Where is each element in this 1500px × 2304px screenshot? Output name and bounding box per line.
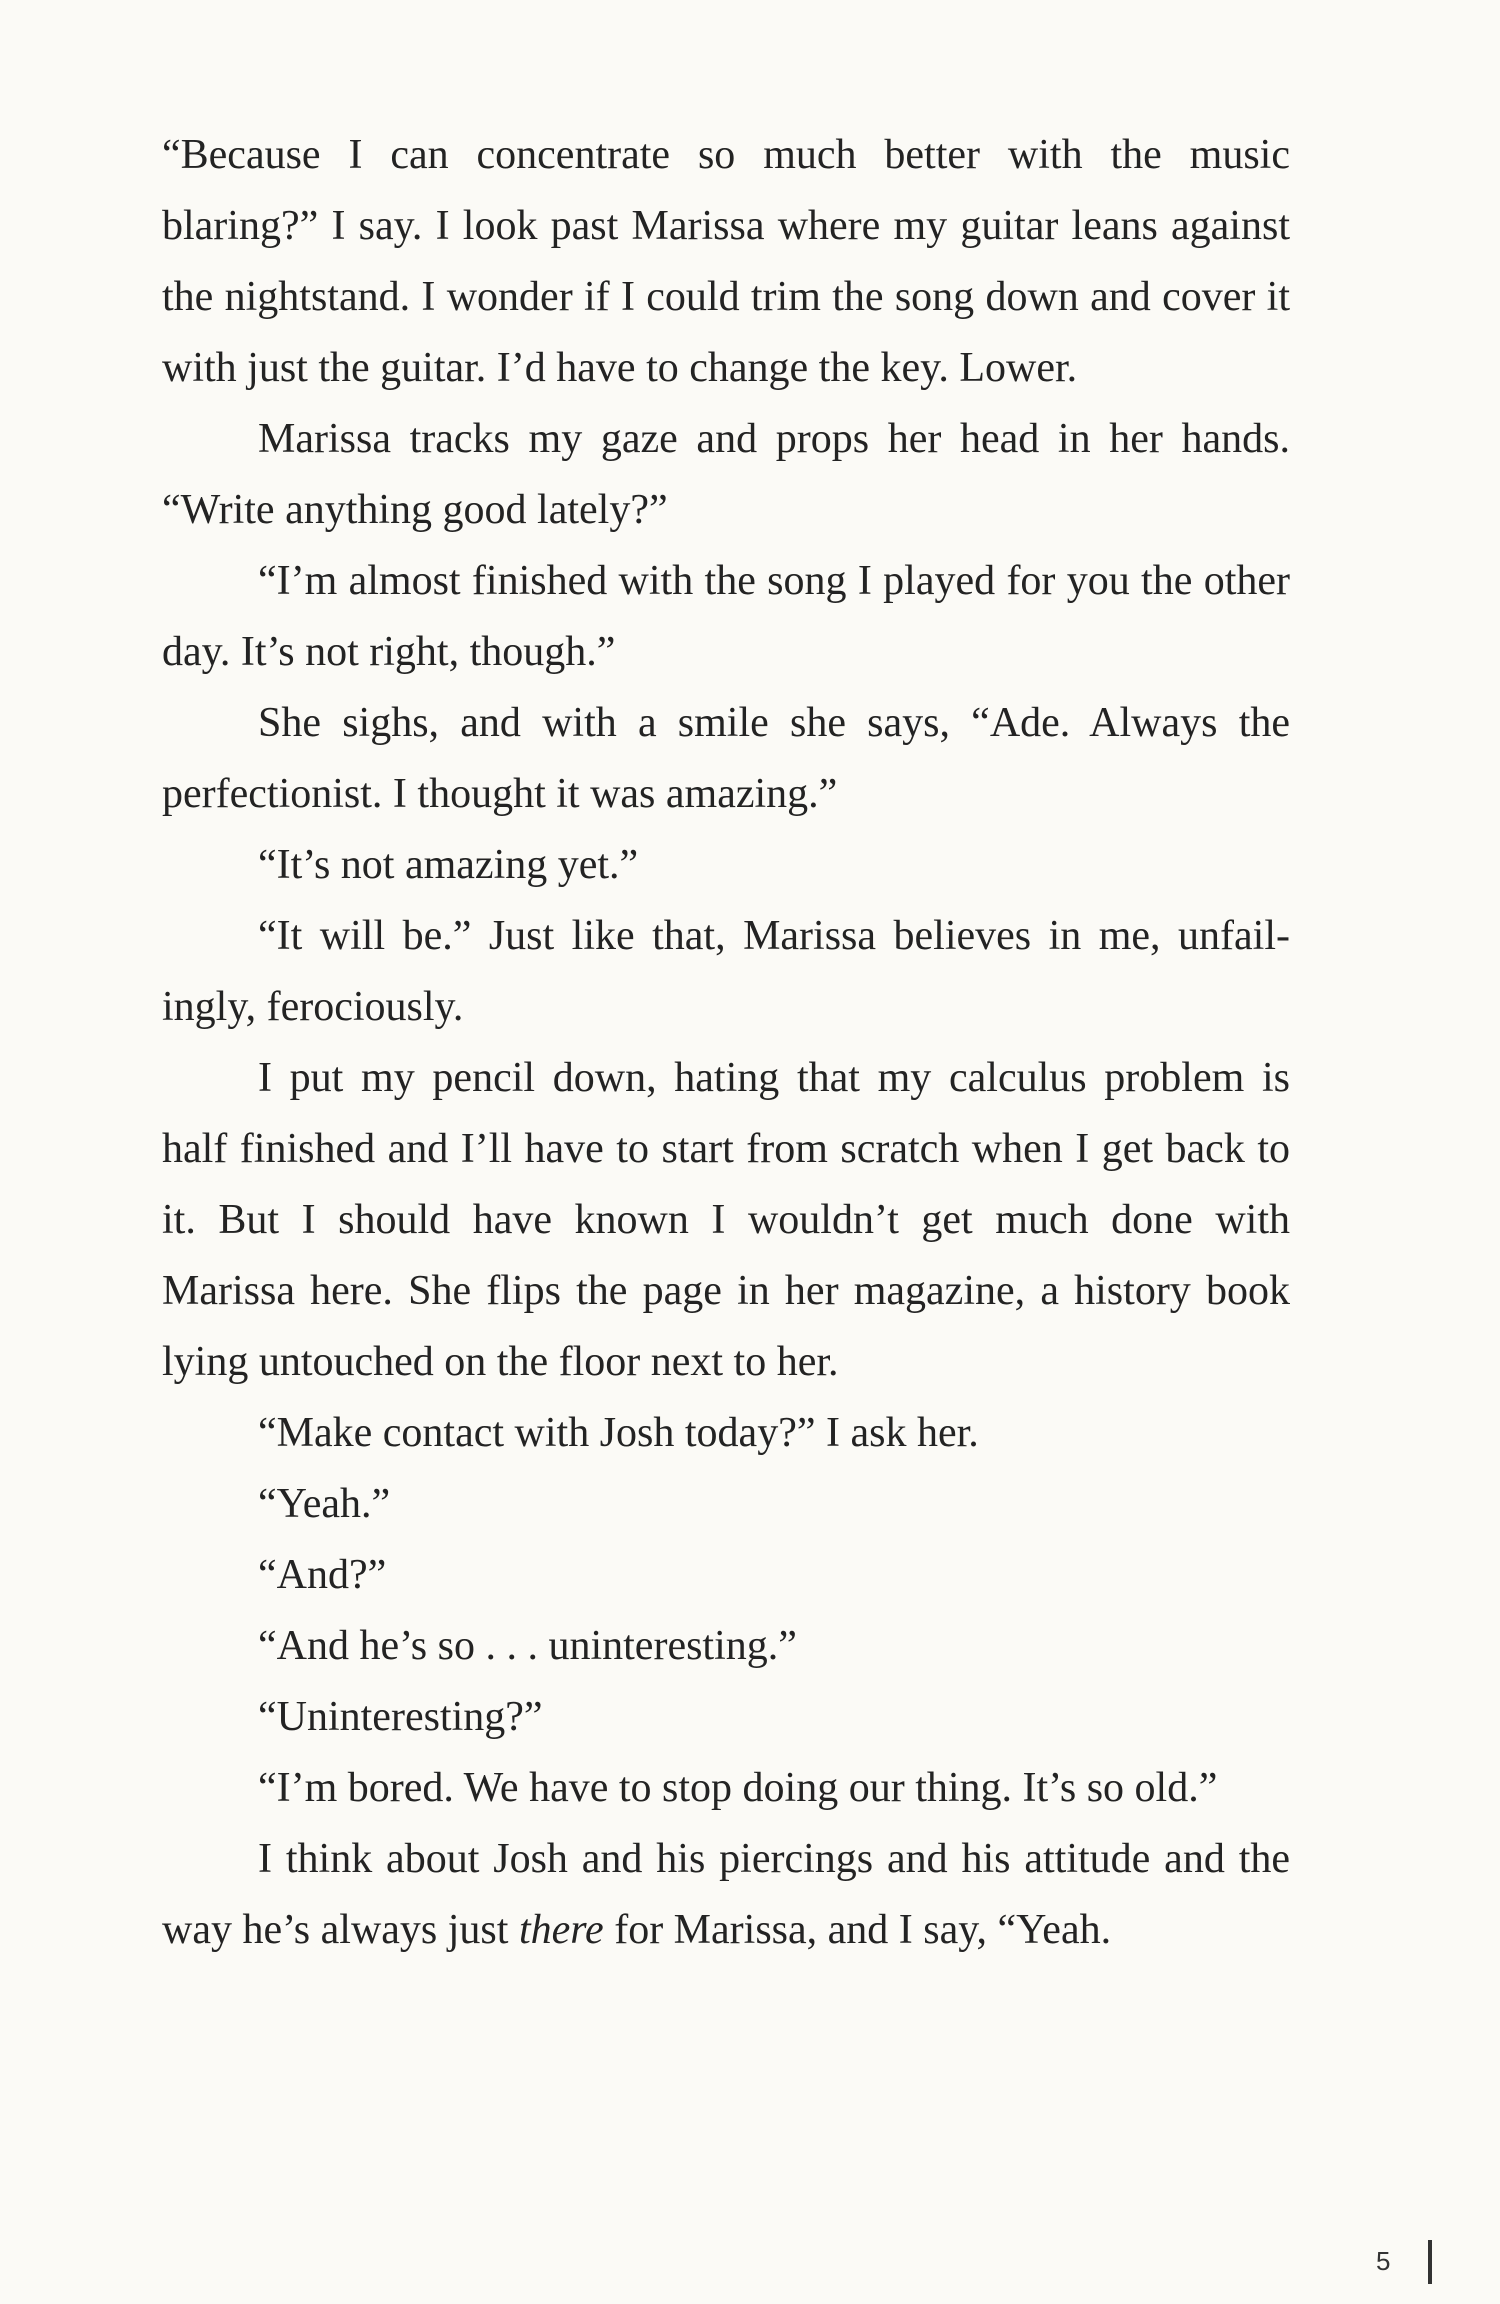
paragraph-14-end: for Marissa, and I say, “Yeah. (603, 1907, 1112, 1953)
paragraph-14 (162, 1824, 1290, 1966)
paragraph-8: “Make contact with Josh today?” I ask her. (258, 1410, 979, 1456)
paragraph-14-start: I think about Josh and his piercings and his attitude and the way he’s always just (162, 1836, 1290, 1953)
paragraph-1: “Because I can concentrate so much better with the music blaring?” I say. I look past Marissa where my guitar leans against the nightstand. I wonder if I could trim the song down and cover it with just the guitar. I’d have to change the key. Lower. (162, 132, 1290, 391)
paragraph-7: I put my pencil down, hating that my calculus problem is half finished and I’ll have to start from scratch when I get back to it. But I should have known I wouldn’t get much done with Marissa here. She flips the page in her magazine, a history book lying untouched on the floor next to her. (162, 1055, 1290, 1385)
paragraph-3: “I’m almost finished with the song I played for you the other day. It’s not right, though.” (162, 558, 1290, 675)
paragraph-6: “It will be.” Just like that, Marissa believes in me, unfailingly, ferociously. (162, 913, 1290, 1030)
paragraph-5: “It’s not amazing yet.” (258, 842, 639, 888)
emphasis-there: there (518, 1907, 604, 1953)
paragraph-10: “And?” (258, 1552, 387, 1598)
page-number: 5 (1376, 2246, 1391, 2276)
paragraph-4: She sighs, and with a smile she says, “Ade. Always the perfectionist. I thought it was amazing.” (162, 700, 1290, 817)
paragraph-13: “I’m bored. We have to stop doing our thing. It’s so old.” (258, 1765, 1218, 1811)
paragraph-11: “And he’s so . . . uninteresting.” (258, 1623, 797, 1669)
paragraph-12: “Uninteresting?” (258, 1694, 543, 1740)
paragraph-9: “Yeah.” (258, 1481, 391, 1527)
paragraph-2: Marissa tracks my gaze and props her head in her hands. “Write anything good lately?” (162, 416, 1290, 533)
body-text (162, 120, 1290, 1966)
page-number-rule (1428, 2240, 1432, 2284)
